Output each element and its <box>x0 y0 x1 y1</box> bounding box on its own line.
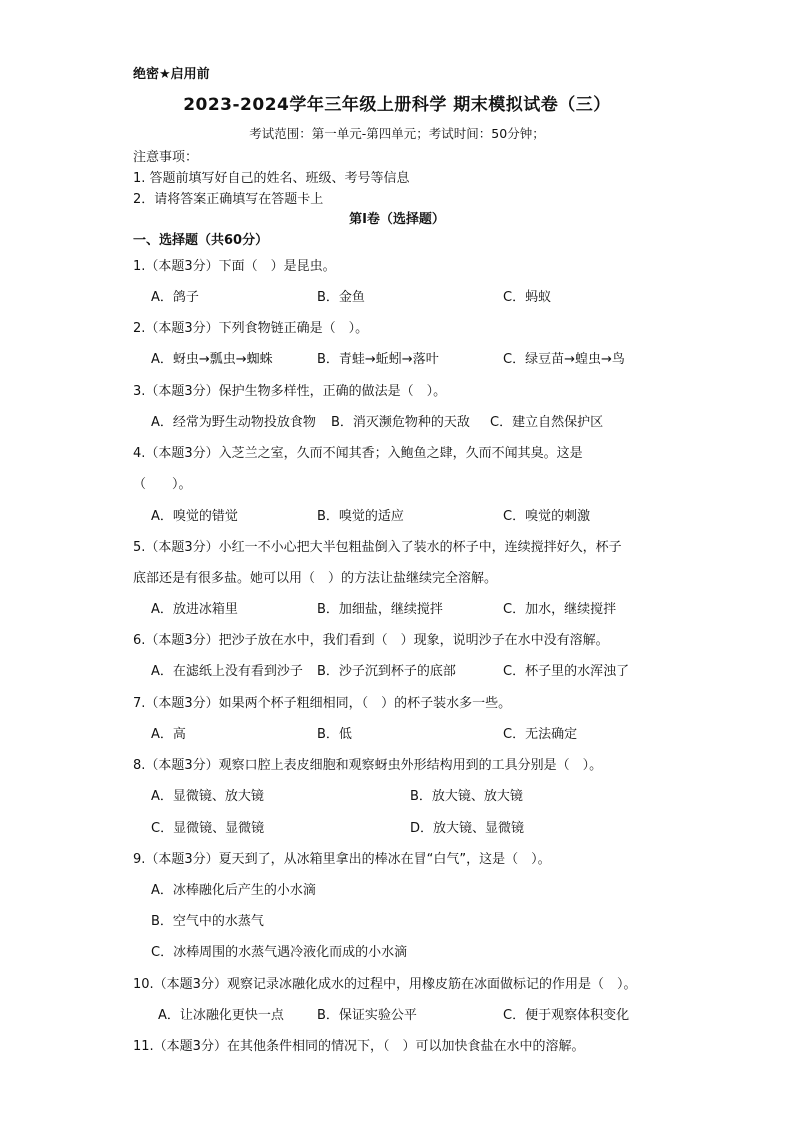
question-stem: 11.（本题3分）在其他条件相同的情况下，（ ）可以加快食盐在水中的溶解。 <box>133 1039 585 1054</box>
option-b: B．消灭濒危物种的天敌 <box>331 415 470 430</box>
question-stem: 2.（本题3分）下列食物链正确是（ ）。 <box>133 321 369 336</box>
option-b: B．沙子沉到杯子的底部 <box>317 664 456 679</box>
option-c: C．嗅觉的刺激 <box>503 509 591 524</box>
option-b: B．嗅觉的适应 <box>317 509 404 524</box>
option-c: C．冰棒周围的水蒸气遇冷液化而成的小水滴 <box>151 945 408 960</box>
option-a: A．放进冰箱里 <box>151 602 238 617</box>
option-c: C．建立自然保护区 <box>490 415 604 430</box>
question-stem: 5.（本题3分）小红一不小心把大半包粗盐倒入了装水的杯子中，连续搅拌好久，杯子 <box>133 540 622 555</box>
option-c: C．蚂蚁 <box>503 290 552 305</box>
option-c: C．显微镜、显微镜 <box>151 821 265 836</box>
option-a: A．显微镜、放大镜 <box>151 789 264 804</box>
volume-heading: 第Ⅰ卷（选择题） <box>349 212 445 227</box>
question-stem: 9.（本题3分）夏天到了，从冰箱里拿出的棒冰在冒“白气”，这是（ ）。 <box>133 852 551 867</box>
option-c: C．绿豆苗→蝗虫→鸟 <box>503 352 625 367</box>
option-a: A．经常为野生动物投放食物 <box>151 415 316 430</box>
option-b: B．低 <box>317 727 352 742</box>
option-a: A．嗅觉的错觉 <box>151 509 238 524</box>
question-stem: 4.（本题3分）入芝兰之室，久而不闻其香；入鲍鱼之肆，久而不闻其臭。这是 <box>133 446 583 461</box>
option-a: A．冰棒融化后产生的小水滴 <box>151 883 316 898</box>
section-heading: 一、选择题（共60分） <box>133 233 269 248</box>
exam-info: 考试范围：第一单元-第四单元；考试时间：50分钟； <box>249 126 545 141</box>
option-c: C．加水，继续搅拌 <box>503 602 617 617</box>
option-c: C．杯子里的水浑浊了 <box>503 664 630 679</box>
question-stem: 8.（本题3分）观察口腔上表皮细胞和观察蚜虫外形结构用到的工具分别是（ ）。 <box>133 758 603 773</box>
question-stem: 7.（本题3分）如果两个杯子粗细相同，（ ）的杯子装水多一些。 <box>133 696 512 711</box>
question-stem: 3.（本题3分）保护生物多样性，正确的做法是（ ）。 <box>133 384 447 399</box>
page-title: 2023-2024学年三年级上册科学 期末模拟试卷（三） <box>183 95 611 115</box>
option-b: B．空气中的水蒸气 <box>151 914 264 929</box>
note-item: 1. 答题前填写好自己的姓名、班级、考号等信息 <box>133 171 410 186</box>
option-a: A．在滤纸上没有看到沙子 <box>151 664 303 679</box>
question-stem-cont: 底部还是有很多盐。她可以用（ ）的方法让盐继续完全溶解。 <box>133 571 498 586</box>
option-a: A．高 <box>151 727 186 742</box>
option-a: A．鸽子 <box>151 290 199 305</box>
option-b: B．放大镜、放大镜 <box>410 789 523 804</box>
option-a: A．让冰融化更快一点 <box>158 1008 284 1023</box>
option-d: D．放大镜、显微镜 <box>410 821 525 836</box>
question-stem-cont: （ ）。 <box>133 477 192 492</box>
option-c: C．便于观察体积变化 <box>503 1008 630 1023</box>
option-b: B．加细盐，继续搅拌 <box>317 602 443 617</box>
question-stem: 10.（本题3分）观察记录冰融化成水的过程中，用橡皮筋在冰面做标记的作用是（ ）。 <box>133 977 637 992</box>
question-stem: 1.（本题3分）下面（ ）是昆虫。 <box>133 259 336 274</box>
note-item: 2．请将答案正确填写在答题卡上 <box>133 192 324 207</box>
option-b: B．金鱼 <box>317 290 365 305</box>
question-stem: 6.（本题3分）把沙子放在水中，我们看到（ ）现象，说明沙子在水中没有溶解。 <box>133 633 609 648</box>
notes-heading: 注意事项： <box>133 150 199 165</box>
option-a: A．蚜虫→瓢虫→蜘蛛 <box>151 352 273 367</box>
secret-label: 绝密★启用前 <box>133 67 210 82</box>
option-c: C．无法确定 <box>503 727 578 742</box>
option-b: B．保证实验公平 <box>317 1008 417 1023</box>
option-b: B．青蛙→蚯蚓→落叶 <box>317 352 439 367</box>
